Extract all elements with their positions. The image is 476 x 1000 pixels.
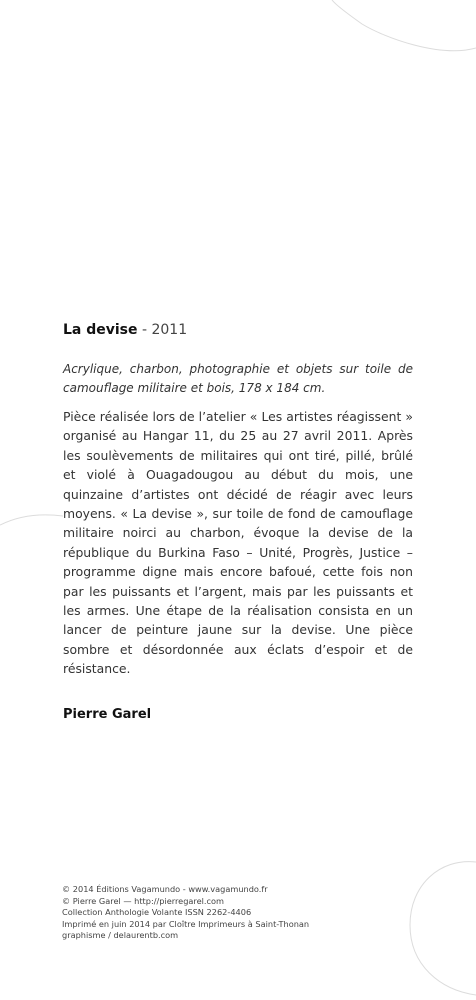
artwork-year: 2011 — [151, 322, 188, 338]
artwork-description: Pièce réalisée lors de l’atelier « Les artistes réagissent » organisé au Hangar 11, du 25 au 27 avril 2011. Après les soulèvements de militaires qui ont tiré, pillé, brûlé et violé à Ouagadougou au début du mois, une quinzaine d’artistes ont décidé de réagir avec leurs moyens. « La devise », sur toile de fond de camouflage militaire noirci au charbon, évoque la devise de la république du Burkina Faso – Unité, Progrès, Justice – programme digne mais encore bafoué, cette fois non par les puissants et l’argent, mais par les puissants et les armes. Une étape de la réalisation consista en un lancer de peinture jaune sur la devise. Une pièce sombre et désordonnée aux éclats d’espoir et de résistance. — [63, 409, 413, 677]
artwork-notice — [63, 320, 413, 722]
colophon-copyright: © Pierre Garel — http://pierregarel.com — [62, 895, 224, 906]
colophon-design: graphisme / delaurentb.com — [62, 930, 179, 941]
artwork-title: La devise — [63, 322, 138, 338]
decorative-curve-left — [0, 515, 63, 525]
artwork-medium: Acrylique, charbon, photographie et objets sur toile de camouflage militaire et bois, 178 x 184 cm. — [63, 362, 413, 395]
colophon-printing: Imprimé en juin 2014 par Cloître Imprimeurs à Saint-Thonan — [62, 918, 310, 929]
title-separator: - — [137, 322, 152, 338]
artwork-author: Pierre Garel — [63, 706, 152, 722]
colophon-collection: Collection Anthologie Volante ISSN 2262-4406 — [62, 907, 252, 918]
artwork-heading — [63, 320, 413, 340]
colophon-publisher: © 2014 Éditions Vagamundo - www.vagamundo.fr — [62, 884, 268, 894]
decorative-curve-top — [332, 0, 476, 51]
colophon — [62, 884, 422, 942]
